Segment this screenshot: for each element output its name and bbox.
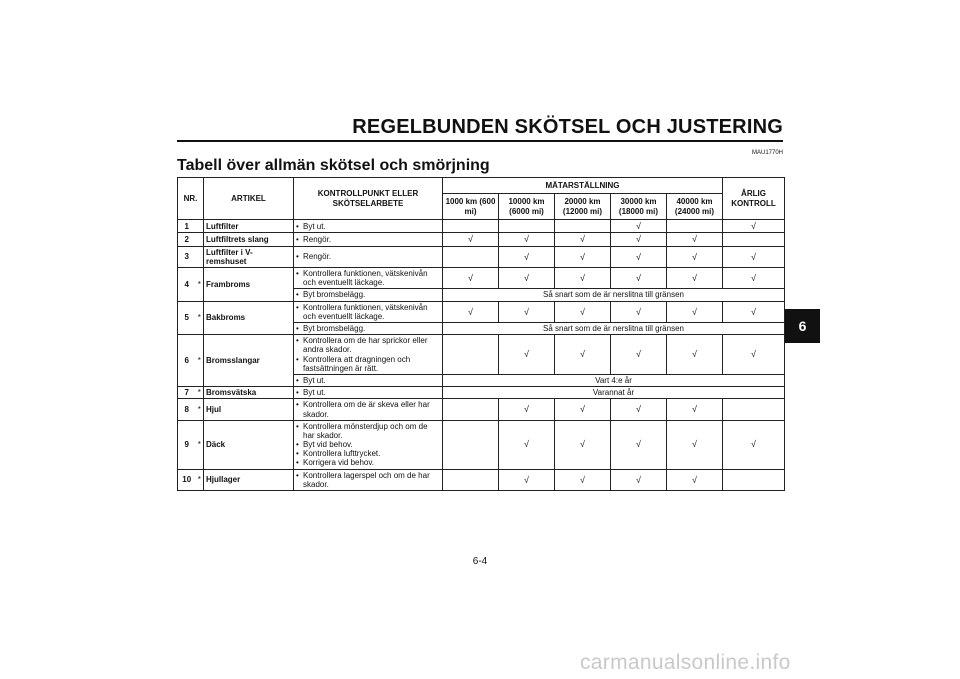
- check-cell: [723, 233, 785, 246]
- check-cell: √: [611, 335, 667, 375]
- check-cell: √: [555, 268, 611, 289]
- header-interval: 30000 km (18000 mi): [611, 194, 667, 220]
- checkpoint-cell: [294, 323, 443, 335]
- header-interval: 20000 km (12000 mi): [555, 194, 611, 220]
- watermark: carmanualsonline.info: [580, 651, 791, 674]
- span-cell: Varannat år: [443, 387, 785, 399]
- row-star: [196, 246, 204, 267]
- row-star: *: [196, 301, 204, 335]
- checkpoint-item: • Byt ut.: [296, 388, 440, 397]
- header-nr: NR.: [178, 178, 204, 220]
- span-cell: Vart 4:e år: [443, 374, 785, 386]
- row-number: 5: [178, 301, 196, 335]
- row-star: *: [196, 268, 204, 302]
- check-cell: √: [555, 246, 611, 267]
- row-artikel: Bromsslangar: [204, 335, 294, 387]
- check-cell: √: [667, 301, 723, 322]
- row-star: *: [196, 469, 204, 490]
- check-cell: √: [723, 335, 785, 375]
- check-cell: √: [499, 246, 555, 267]
- row-number: 1: [178, 220, 196, 233]
- check-cell: √: [611, 469, 667, 490]
- checkpoint-cell: [294, 399, 443, 420]
- checkpoint-item: • Kontrollera om de har sprickor eller andra skador.: [296, 336, 440, 354]
- checkpoint-list: [296, 290, 440, 299]
- header-interval: 1000 km (600 mi): [443, 194, 499, 220]
- check-cell: [723, 469, 785, 490]
- checkpoint-item: • Korrigera vid behov.: [296, 458, 440, 467]
- row-artikel: Bromsvätska: [204, 387, 294, 399]
- check-cell: [443, 246, 499, 267]
- table-row: [178, 246, 785, 267]
- page-number: 6-4: [472, 556, 488, 567]
- check-cell: √: [611, 246, 667, 267]
- row-star: *: [196, 387, 204, 399]
- check-cell: √: [555, 335, 611, 375]
- check-cell: [443, 399, 499, 420]
- row-number: 6: [178, 335, 196, 387]
- row-star: *: [196, 335, 204, 387]
- check-cell: √: [667, 469, 723, 490]
- checkpoint-list: [296, 336, 440, 373]
- checkpoint-item: • Kontrollera om de är skeva eller har skador.: [296, 400, 440, 418]
- checkpoint-list: [296, 376, 440, 385]
- check-cell: √: [611, 233, 667, 246]
- check-cell: √: [723, 246, 785, 267]
- check-cell: √: [667, 399, 723, 420]
- checkpoint-item: • Kontrollera mönsterdjup och om de har skador.: [296, 422, 440, 440]
- checkpoint-item: • Kontrollera att dragningen och fastsättningen är rätt.: [296, 355, 440, 373]
- checkpoint-item: • Kontrollera lufttrycket.: [296, 449, 440, 458]
- header-interval: 40000 km (24000 mi): [667, 194, 723, 220]
- check-cell: [443, 220, 499, 233]
- checkpoint-cell: [294, 220, 443, 233]
- checkpoint-item: • Rengör.: [296, 252, 440, 261]
- check-cell: [443, 420, 499, 469]
- checkpoint-item: • Byt vid behov.: [296, 440, 440, 449]
- checkpoint-cell: [294, 246, 443, 267]
- check-cell: √: [611, 301, 667, 322]
- checkpoint-list: [296, 422, 440, 468]
- table-row: [178, 233, 785, 246]
- row-star: *: [196, 399, 204, 420]
- check-cell: √: [611, 399, 667, 420]
- checkpoint-list: [296, 400, 440, 418]
- row-artikel: Luftfilter: [204, 220, 294, 233]
- check-cell: √: [667, 246, 723, 267]
- row-artikel: Däck: [204, 420, 294, 469]
- check-cell: √: [555, 420, 611, 469]
- row-number: 8: [178, 399, 196, 420]
- chapter-tab: 6: [785, 309, 820, 343]
- row-star: [196, 233, 204, 246]
- header-artikel: ARTIKEL: [204, 178, 294, 220]
- checkpoint-cell: [294, 420, 443, 469]
- table-row: [178, 301, 785, 322]
- check-cell: √: [499, 399, 555, 420]
- table-body: [178, 220, 785, 491]
- checkpoint-item: • Byt bromsbelägg.: [296, 324, 440, 333]
- table-row: [178, 335, 785, 375]
- row-number: 7: [178, 387, 196, 399]
- row-artikel: Bakbroms: [204, 301, 294, 335]
- header-kontrollpunkt: KONTROLLPUNKT ELLER SKÖTSELARBETE: [294, 178, 443, 220]
- checkpoint-cell: [294, 289, 443, 301]
- row-number: 2: [178, 233, 196, 246]
- document-code: MAU1770H: [751, 150, 783, 156]
- table-row: [178, 268, 785, 289]
- check-cell: √: [667, 335, 723, 375]
- check-cell: [667, 220, 723, 233]
- table-row: [178, 387, 785, 399]
- row-artikel: Luftfilter i V-remshuset: [204, 246, 294, 267]
- check-cell: √: [611, 268, 667, 289]
- checkpoint-cell: [294, 335, 443, 375]
- table-row: [178, 420, 785, 469]
- check-cell: √: [723, 301, 785, 322]
- checkpoint-cell: [294, 374, 443, 386]
- check-cell: √: [499, 301, 555, 322]
- check-cell: √: [555, 469, 611, 490]
- checkpoint-item: • Rengör.: [296, 235, 440, 244]
- row-artikel: Hjullager: [204, 469, 294, 490]
- check-cell: √: [555, 399, 611, 420]
- checkpoint-cell: [294, 469, 443, 490]
- checkpoint-cell: [294, 233, 443, 246]
- check-cell: [723, 399, 785, 420]
- header-interval: 10000 km (6000 mi): [499, 194, 555, 220]
- span-cell: Så snart som de är nerslitna till gränsen: [443, 289, 785, 301]
- row-number: 3: [178, 246, 196, 267]
- check-cell: √: [499, 335, 555, 375]
- maintenance-table: [177, 177, 785, 491]
- check-cell: √: [667, 233, 723, 246]
- check-cell: √: [443, 233, 499, 246]
- row-artikel: Frambroms: [204, 268, 294, 302]
- checkpoint-item: • Byt ut.: [296, 376, 440, 385]
- check-cell: [443, 335, 499, 375]
- header-rule: [177, 140, 783, 142]
- checkpoint-item: • Kontrollera lagerspel och om de har skador.: [296, 471, 440, 489]
- checkpoint-item: • Kontrollera funktionen, vätskenivån och eventuellt läckage.: [296, 303, 440, 321]
- check-cell: √: [555, 233, 611, 246]
- checkpoint-list: [296, 269, 440, 287]
- check-cell: √: [499, 420, 555, 469]
- checkpoint-list: [296, 471, 440, 489]
- check-cell: √: [611, 220, 667, 233]
- check-cell: √: [499, 268, 555, 289]
- checkpoint-item: • Byt ut.: [296, 222, 440, 231]
- checkpoint-cell: [294, 301, 443, 322]
- check-cell: √: [667, 268, 723, 289]
- checkpoint-list: [296, 388, 440, 397]
- checkpoint-item: • Byt bromsbelägg.: [296, 290, 440, 299]
- checkpoint-cell: [294, 387, 443, 399]
- checkpoint-cell: [294, 268, 443, 289]
- row-number: 10: [178, 469, 196, 490]
- page-header-title: REGELBUNDEN SKÖTSEL OCH JUSTERING: [352, 116, 783, 138]
- check-cell: √: [499, 469, 555, 490]
- check-cell: [499, 220, 555, 233]
- check-cell: [443, 469, 499, 490]
- checkpoint-list: [296, 235, 440, 244]
- check-cell: √: [443, 268, 499, 289]
- checkpoint-list: [296, 252, 440, 261]
- row-star: *: [196, 420, 204, 469]
- header-arlig-kontroll: ÅRLIG KONTROLL: [723, 178, 785, 220]
- check-cell: √: [555, 301, 611, 322]
- checkpoint-list: [296, 303, 440, 321]
- row-number: 4: [178, 268, 196, 302]
- check-cell: [555, 220, 611, 233]
- table-row: [178, 399, 785, 420]
- check-cell: √: [499, 233, 555, 246]
- row-number: 9: [178, 420, 196, 469]
- check-cell: √: [443, 301, 499, 322]
- row-star: [196, 220, 204, 233]
- check-cell: √: [723, 268, 785, 289]
- section-title: Tabell över allmän skötsel och smörjning: [177, 157, 490, 174]
- row-artikel: Luftfiltrets slang: [204, 233, 294, 246]
- check-cell: √: [723, 420, 785, 469]
- checkpoint-list: [296, 222, 440, 231]
- checkpoint-item: • Kontrollera funktionen, vätskenivån och eventuellt läckage.: [296, 269, 440, 287]
- check-cell: √: [611, 420, 667, 469]
- check-cell: √: [723, 220, 785, 233]
- row-artikel: Hjul: [204, 399, 294, 420]
- table-row: [178, 469, 785, 490]
- checkpoint-list: [296, 324, 440, 333]
- span-cell: Så snart som de är nerslitna till gränsen: [443, 323, 785, 335]
- header-matarstallning: MÄTARSTÄLLNING: [443, 178, 723, 194]
- check-cell: √: [667, 420, 723, 469]
- table-row: [178, 220, 785, 233]
